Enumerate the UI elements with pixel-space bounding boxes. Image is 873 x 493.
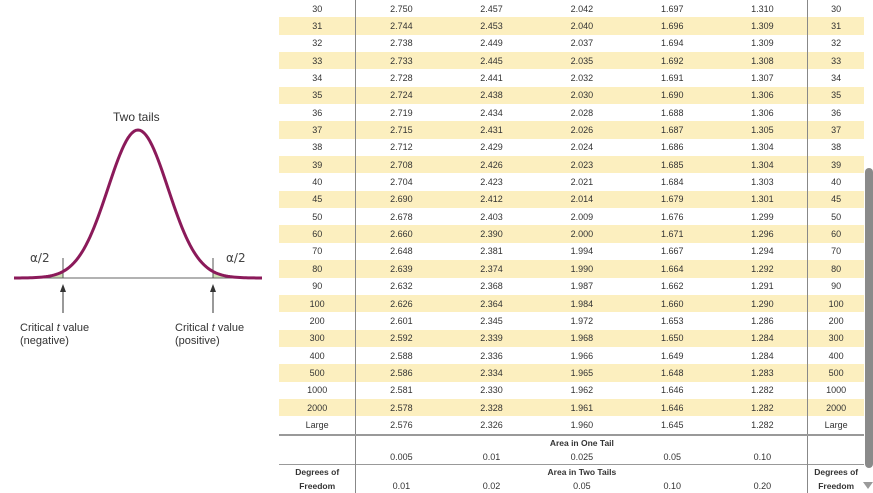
df-cell-right: 34: [808, 69, 864, 86]
critical-value-cell: 2.728: [390, 73, 413, 84]
critical-value-cell: 2.441: [480, 73, 503, 84]
critical-value-cell: 2.339: [446, 330, 536, 347]
df-cell-left: 37: [279, 121, 356, 138]
critical-value-cell: 2.042: [570, 3, 594, 14]
critical-value-cell: 2.412: [446, 191, 536, 208]
left-arrow: [60, 284, 66, 313]
critical-value-cell: 1.307: [751, 73, 774, 84]
df-cell-left: 50: [279, 208, 356, 225]
critical-value-cell: 1.284: [751, 350, 774, 361]
critical-value-cell: 1.691: [660, 73, 684, 84]
df-cell-left: 36: [279, 104, 356, 121]
critical-value-cell: 1.646: [660, 385, 684, 396]
critical-value-cell: 2.364: [446, 295, 536, 312]
critical-value-cell: 1.306: [751, 107, 774, 118]
bell-curve: [14, 130, 262, 278]
table-row: [279, 330, 864, 347]
critical-value-cell: 2.588: [390, 350, 413, 361]
critical-value-cell: 1.961: [537, 399, 627, 416]
critical-value-cell: 2.330: [480, 385, 503, 396]
critical-value-cell: 1.645: [660, 419, 684, 430]
critical-value-cell: 1.962: [570, 385, 594, 396]
critical-value-cell: 1.664: [627, 260, 717, 277]
critical-value-cell: 2.632: [390, 281, 413, 292]
critical-value-cell: 2.024: [570, 142, 594, 153]
critical-value-cell: 1.283: [717, 364, 807, 381]
critical-value-cell: 1.965: [537, 364, 627, 381]
critical-value-cell: 1.304: [717, 156, 807, 173]
two-tail-value: 0.02: [482, 480, 501, 491]
critical-value-cell: 1.687: [627, 121, 717, 138]
critical-value-cell: 1.299: [751, 211, 774, 222]
df-cell-right: 31: [808, 17, 864, 34]
df-cell-right: 33: [808, 52, 864, 69]
critical-value-cell: 1.291: [751, 281, 774, 292]
critical-value-cell: 1.679: [627, 191, 717, 208]
critical-positive-label: Critical t value (positive): [175, 322, 245, 347]
critical-value-cell: 2.429: [480, 142, 503, 153]
table-row: [279, 382, 864, 399]
critical-value-cell: 2.704: [390, 177, 413, 188]
critical-value-cell: 2.434: [480, 107, 503, 118]
critical-value-cell: 2.403: [480, 211, 503, 222]
critical-value-cell: 1.990: [537, 260, 627, 277]
one-tail-value: 0.10: [753, 451, 772, 462]
critical-value-cell: 2.009: [570, 211, 594, 222]
critical-value-cell: 2.021: [570, 177, 594, 188]
table-row: [279, 208, 864, 225]
df-cell-right: 80: [808, 260, 864, 277]
table-row: [279, 0, 864, 17]
table-row: [279, 399, 864, 416]
critical-value-cell: 2.660: [356, 225, 446, 242]
critical-value-cell: 1.692: [627, 52, 717, 69]
critical-value-cell: 2.453: [446, 17, 536, 34]
critical-value-cell: 2.457: [480, 3, 503, 14]
critical-value-cell: 2.576: [390, 419, 413, 430]
critical-value-cell: 2.030: [537, 87, 627, 104]
df-cell-left: 33: [279, 52, 356, 69]
df-cell-right: 36: [808, 104, 864, 121]
df-cell-right: 32: [808, 35, 864, 52]
critical-value-cell: 1.308: [717, 52, 807, 69]
critical-value-cell: 2.028: [570, 107, 594, 118]
df-cell-left: 32: [279, 35, 356, 52]
critical-value-cell: 1.676: [660, 211, 684, 222]
df-footer-left-line2: Freedom: [279, 479, 356, 493]
critical-value-cell: 2.750: [390, 3, 413, 14]
one-tail-value: 0.025: [570, 451, 594, 462]
table-row: [279, 191, 864, 208]
critical-value-cell: 1.284: [717, 330, 807, 347]
table-row: [279, 295, 864, 312]
t-table: [279, 0, 864, 493]
table-row: [279, 416, 864, 434]
critical-value-cell: 1.667: [660, 246, 684, 257]
table-row: [279, 225, 864, 242]
critical-negative-label: Critical t value (negative): [20, 322, 90, 347]
critical-value-cell: 1.648: [627, 364, 717, 381]
df-cell-right: 39: [808, 156, 864, 173]
critical-value-cell: 1.304: [751, 142, 774, 153]
critical-value-cell: 2.438: [446, 87, 536, 104]
df-cell-left: 35: [279, 87, 356, 104]
df-cell-right: 40: [808, 173, 864, 190]
critical-value-cell: 2.390: [446, 225, 536, 242]
table-row: [279, 312, 864, 329]
df-cell-left: 300: [279, 330, 356, 347]
critical-value-cell: 1.685: [627, 156, 717, 173]
df-cell-right: 500: [808, 364, 864, 381]
df-cell-left: 70: [279, 243, 356, 260]
one-tail-value: 0.01: [482, 451, 501, 462]
df-cell-left: 40: [279, 173, 356, 190]
table-row: [279, 121, 864, 138]
critical-value-cell: 1.960: [570, 419, 594, 430]
critical-value-cell: 1.309: [751, 38, 774, 49]
df-cell-left: 1000: [279, 382, 356, 399]
two-tail-value: 0.10: [663, 480, 682, 491]
df-cell-right: 1000: [808, 382, 864, 399]
two-tail-value: 0.05: [573, 480, 591, 491]
df-cell-left: 400: [279, 347, 356, 364]
critical-value-cell: 2.334: [446, 364, 536, 381]
critical-value-cell: 1.282: [717, 399, 807, 416]
df-cell-right: Large: [808, 416, 864, 434]
table-row: [279, 17, 864, 34]
critical-value-cell: 2.368: [480, 281, 503, 292]
df-cell-right: 90: [808, 278, 864, 295]
table-row: [279, 347, 864, 364]
df-footer-right-line1: Degrees of: [808, 464, 864, 479]
critical-value-cell: 1.662: [660, 281, 684, 292]
df-footer-right-line2: Freedom: [808, 479, 864, 493]
df-cell-left: 39: [279, 156, 356, 173]
alpha-left-label: α/2: [30, 251, 50, 265]
critical-value-cell: 1.987: [570, 281, 594, 292]
two-tail-value: 0.20: [753, 480, 772, 491]
df-cell-right: 60: [808, 225, 864, 242]
critical-value-cell: 1.649: [660, 350, 684, 361]
df-cell-right: 38: [808, 139, 864, 156]
df-cell-right: 200: [808, 312, 864, 329]
df-cell-left: 80: [279, 260, 356, 277]
critical-value-cell: 2.426: [446, 156, 536, 173]
scroll-down-arrow-icon[interactable]: [863, 482, 873, 489]
one-tail-value: 0.05: [663, 451, 682, 462]
table-row: [279, 156, 864, 173]
critical-value-cell: 2.040: [537, 17, 627, 34]
critical-value-cell: 2.037: [570, 38, 594, 49]
df-cell-left: 38: [279, 139, 356, 156]
critical-value-cell: 2.035: [537, 52, 627, 69]
critical-value-cell: 1.968: [537, 330, 627, 347]
critical-value-cell: 2.381: [480, 246, 503, 257]
df-cell-left: 60: [279, 225, 356, 242]
critical-value-cell: 1.286: [751, 315, 774, 326]
critical-value-cell: 1.688: [660, 107, 684, 118]
critical-value-cell: 2.719: [390, 107, 413, 118]
t-distribution-diagram: [0, 0, 280, 493]
df-cell-left: 200: [279, 312, 356, 329]
critical-value-cell: 1.646: [627, 399, 717, 416]
df-cell-left: 90: [279, 278, 356, 295]
critical-value-cell: 1.301: [717, 191, 807, 208]
critical-value-cell: 2.449: [480, 38, 503, 49]
table-row: [279, 364, 864, 381]
df-cell-left: 2000: [279, 399, 356, 416]
df-cell-left: 31: [279, 17, 356, 34]
table-row: [279, 104, 864, 121]
critical-value-cell: 2.026: [537, 121, 627, 138]
critical-value-cell: 1.296: [717, 225, 807, 242]
critical-value-cell: 1.650: [627, 330, 717, 347]
alpha-right-label: α/2: [226, 251, 246, 265]
critical-value-cell: 2.326: [480, 419, 503, 430]
critical-value-cell: 2.601: [390, 315, 413, 326]
diagram-title: Two tails: [113, 110, 160, 124]
critical-value-cell: 1.694: [660, 38, 684, 49]
critical-value-cell: 2.708: [356, 156, 446, 173]
scrollbar-thumb[interactable]: [865, 168, 873, 468]
two-tail-title: Area in Two Tails: [356, 464, 808, 479]
critical-value-cell: 2.733: [356, 52, 446, 69]
critical-value-cell: 2.744: [356, 17, 446, 34]
critical-value-cell: 2.445: [446, 52, 536, 69]
two-tail-values-row: [279, 479, 864, 493]
critical-value-cell: 1.690: [627, 87, 717, 104]
critical-value-cell: 2.626: [356, 295, 446, 312]
critical-value-cell: 1.282: [751, 419, 774, 430]
critical-value-cell: 1.294: [751, 246, 774, 257]
critical-value-cell: 2.592: [356, 330, 446, 347]
one-tail-title-row: [279, 435, 864, 450]
two-tail-value: 0.01: [392, 480, 411, 491]
df-cell-right: 50: [808, 208, 864, 225]
critical-value-cell: 1.653: [660, 315, 684, 326]
df-cell-right: 300: [808, 330, 864, 347]
critical-value-cell: 1.660: [627, 295, 717, 312]
critical-value-cell: 1.282: [751, 385, 774, 396]
critical-value-cell: 2.023: [537, 156, 627, 173]
df-cell-right: 45: [808, 191, 864, 208]
critical-value-cell: 1.697: [660, 3, 684, 14]
critical-value-cell: 2.374: [446, 260, 536, 277]
critical-value-cell: 1.684: [660, 177, 684, 188]
table-row: [279, 243, 864, 260]
table-row: [279, 35, 864, 52]
df-cell-left: 30: [279, 0, 356, 17]
critical-value-cell: 1.310: [751, 3, 774, 14]
one-tail-title: Area in One Tail: [356, 435, 808, 450]
critical-value-cell: 1.972: [570, 315, 594, 326]
critical-value-cell: 2.678: [390, 211, 413, 222]
table-row: [279, 87, 864, 104]
df-cell-right: 30: [808, 0, 864, 17]
df-cell-right: 2000: [808, 399, 864, 416]
critical-value-cell: 2.639: [356, 260, 446, 277]
right-arrow: [210, 284, 216, 313]
critical-value-cell: 1.292: [717, 260, 807, 277]
critical-value-cell: 1.303: [751, 177, 774, 188]
one-tail-values-row: [279, 450, 864, 465]
df-cell-right: 70: [808, 243, 864, 260]
critical-value-cell: 2.336: [480, 350, 503, 361]
df-cell-left: 500: [279, 364, 356, 381]
critical-value-cell: 2.738: [390, 38, 413, 49]
critical-value-cell: 1.671: [627, 225, 717, 242]
critical-value-cell: 2.014: [537, 191, 627, 208]
critical-value-cell: 2.032: [570, 73, 594, 84]
critical-value-cell: 2.345: [480, 315, 503, 326]
critical-value-cell: 2.431: [446, 121, 536, 138]
critical-value-cell: 2.423: [480, 177, 503, 188]
critical-value-cell: 1.966: [570, 350, 594, 361]
df-cell-right: 400: [808, 347, 864, 364]
df-cell-right: 100: [808, 295, 864, 312]
critical-value-cell: 1.290: [717, 295, 807, 312]
table-row: [279, 173, 864, 190]
table-row: [279, 139, 864, 156]
critical-value-cell: 1.696: [627, 17, 717, 34]
df-footer-left-line1: Degrees of: [279, 464, 356, 479]
table-row: [279, 52, 864, 69]
critical-value-cell: 2.578: [356, 399, 446, 416]
critical-value-cell: 2.690: [356, 191, 446, 208]
critical-value-cell: 2.581: [390, 385, 413, 396]
bell-curve-svg: [0, 0, 280, 493]
df-cell-right: 35: [808, 87, 864, 104]
critical-value-cell: 2.648: [390, 246, 413, 257]
one-tail-value: 0.005: [390, 451, 413, 462]
critical-value-cell: 2.000: [537, 225, 627, 242]
critical-value-cell: 1.309: [717, 17, 807, 34]
critical-value-cell: 2.712: [390, 142, 413, 153]
df-cell-left: 100: [279, 295, 356, 312]
table-row: [279, 260, 864, 277]
critical-value-cell: 2.724: [356, 87, 446, 104]
critical-value-cell: 2.328: [446, 399, 536, 416]
df-cell-right: 37: [808, 121, 864, 138]
critical-value-cell: 1.306: [717, 87, 807, 104]
df-cell-left: 45: [279, 191, 356, 208]
critical-value-cell: 1.305: [717, 121, 807, 138]
critical-value-cell: 1.984: [537, 295, 627, 312]
two-tail-title-row: [279, 464, 864, 479]
df-cell-left: Large: [279, 416, 356, 434]
table-row: [279, 278, 864, 295]
critical-value-cell: 2.586: [356, 364, 446, 381]
critical-value-cell: 1.686: [660, 142, 684, 153]
critical-value-cell: 2.715: [356, 121, 446, 138]
critical-value-cell: 1.994: [570, 246, 594, 257]
table-row: [279, 69, 864, 86]
critical-values-table: [279, 0, 864, 493]
df-cell-left: 34: [279, 69, 356, 86]
